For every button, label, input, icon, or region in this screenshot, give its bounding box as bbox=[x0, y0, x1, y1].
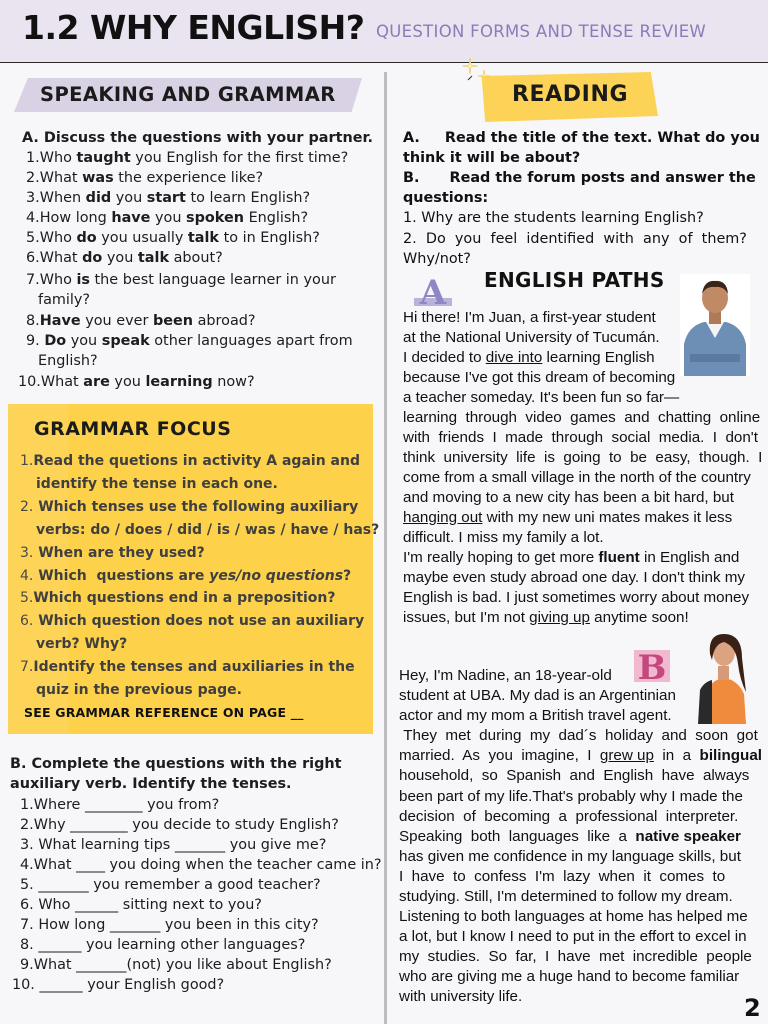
post-b-line: married. As you imagine, I grew up in a bilingual bbox=[399, 747, 762, 764]
fill-item: 5. _______ you remember a good teacher? bbox=[20, 877, 321, 893]
post-b-line: been part of my life.That's probably why I made the bbox=[399, 788, 743, 805]
post-b-line: has given me confidence in my language skills, but bbox=[399, 848, 741, 865]
question-item: 7.Who is the best language learner in your bbox=[26, 272, 336, 288]
fill-item: 3. What learning tips _______ you give me? bbox=[20, 837, 327, 853]
post-b-line: with university life. bbox=[399, 988, 523, 1005]
post-b-line: Listening to both languages at home has helped me bbox=[399, 908, 748, 925]
grammar-item-cont: identify the tense in each one. bbox=[36, 476, 278, 492]
grammar-focus-title: GRAMMAR FOCUS bbox=[34, 418, 232, 440]
section-title-speaking: SPEAKING AND GRAMMAR bbox=[40, 83, 336, 106]
post-b-line: Speaking both languages like a native speaker bbox=[399, 828, 741, 845]
reading-task-a: A. Read the title of the text. What do you bbox=[403, 130, 760, 146]
fill-item: 7. How long _______ you been in this city? bbox=[20, 917, 319, 933]
post-a-line: I'm really hoping to get more fluent in English and bbox=[403, 549, 740, 566]
text-title: ENGLISH PATHS bbox=[484, 268, 665, 292]
activity-a-instruction: A. Discuss the questions with your partner. bbox=[22, 130, 374, 146]
reading-question-cont: Why/not? bbox=[403, 251, 471, 267]
grammar-item: 5.Which questions end in a preposition? bbox=[20, 590, 336, 606]
question-item-cont: family? bbox=[38, 292, 91, 308]
post-b-line: a lot, but I know I need to put in the effort to excel in bbox=[399, 928, 747, 945]
page-subtitle: QUESTION FORMS AND TENSE REVIEW bbox=[376, 22, 707, 41]
fill-item: 10. ______ your English good? bbox=[12, 977, 225, 993]
fill-item: 8. ______ you learning other languages? bbox=[20, 937, 306, 953]
grammar-item: 4. Which questions are yes/no questions? bbox=[20, 568, 352, 584]
grammar-item: 1.Read the quetions in activity A again and bbox=[20, 453, 360, 469]
grammar-item-cont: quiz in the previous page. bbox=[36, 682, 242, 698]
question-item: 1.Who taught you English for the first time? bbox=[26, 150, 349, 166]
grammar-item: 3. When are they used? bbox=[20, 545, 205, 561]
grammar-item: 6. Which question does not use an auxiliary bbox=[20, 613, 365, 629]
reading-question: 2. Do you feel identified with any of them? bbox=[403, 231, 747, 247]
student-photo-juan bbox=[680, 274, 750, 376]
svg-text:B: B bbox=[637, 648, 667, 684]
post-a-line: maybe even study abroad one day. I don't think my bbox=[403, 569, 746, 586]
question-item: 3.When did you start to learn English? bbox=[26, 190, 311, 206]
question-item: 2.What was the experience like? bbox=[26, 170, 264, 186]
post-a-line: English is bad. I just sometimes worry about money bbox=[403, 589, 750, 606]
fill-item: 2.Why ________ you decide to study English? bbox=[20, 817, 339, 833]
post-a-line: Hi there! I'm Juan, a first-year student bbox=[403, 309, 656, 326]
fill-item: 9.What _______(not) you like about English? bbox=[20, 957, 332, 973]
post-a-line: and moving to a new city has been a bit hard, but bbox=[403, 489, 734, 506]
post-a-line: issues, but I'm not giving up anytime soon! bbox=[403, 609, 689, 626]
question-item: 5.Who do you usually talk to in English? bbox=[26, 230, 320, 246]
post-a-line: at the National University of Tucumán. bbox=[403, 329, 660, 346]
post-a-line: a teacher someday. It's been fun so far— bbox=[403, 389, 680, 406]
post-a-line: come from a small village in the north of the country bbox=[403, 469, 751, 486]
post-b-line: decision of becoming a professional interpreter. bbox=[399, 808, 739, 825]
letter-b-icon bbox=[632, 648, 672, 684]
post-b-line: They met during my dad´s holiday and soon got bbox=[399, 727, 758, 744]
question-item: 6.What do you talk about? bbox=[26, 250, 223, 266]
post-b-line: studying. Still, I'm determined to follow my dream. bbox=[399, 888, 733, 905]
question-item: 9. Do you speak other languages apart from bbox=[26, 333, 353, 349]
post-b-line: student at UBA. My dad is an Argentinian bbox=[399, 687, 676, 704]
reading-task-b-cont: questions: bbox=[403, 190, 489, 206]
column-divider bbox=[384, 72, 387, 1024]
activity-b-instruction: B. Complete the questions with the right bbox=[10, 756, 342, 772]
post-a-line: because I've got this dream of becoming bbox=[403, 369, 676, 386]
post-b-line: household, so Spanish and English have always bbox=[399, 767, 750, 784]
activity-b-instruction-cont: auxiliary verb. Identify the tenses. bbox=[10, 776, 292, 792]
question-item: 4.How long have you spoken English? bbox=[26, 210, 309, 226]
reading-question: 1. Why are the students learning English? bbox=[403, 210, 704, 226]
fill-item: 6. Who ______ sitting next to you? bbox=[20, 897, 262, 913]
grammar-reference-note: SEE GRAMMAR REFERENCE ON PAGE __ bbox=[24, 705, 304, 720]
post-b-line: who are giving me a huge hand to become familiar bbox=[399, 968, 740, 985]
grammar-item-cont: verbs: do / does / did / is / was / have / has? bbox=[36, 522, 380, 538]
reading-task-a-cont: think it will be about? bbox=[403, 150, 581, 166]
post-b-line: I have to confess I'm lazy when it comes to bbox=[399, 868, 726, 885]
post-b-line: actor and my mom a British travel agent. bbox=[399, 707, 672, 724]
fill-item: 4.What ____ you doing when the teacher came in? bbox=[20, 857, 382, 873]
reading-task-b: B. Read the forum posts and answer the bbox=[403, 170, 756, 186]
grammar-item: 7.Identify the tenses and auxiliaries in the bbox=[20, 659, 355, 675]
page-title: 1.2 WHY ENGLISH? bbox=[22, 8, 365, 47]
fill-item: 1.Where ________ you from? bbox=[20, 797, 220, 813]
post-a-line: difficult. I miss my family a lot. bbox=[403, 529, 604, 546]
grammar-item: 2. Which tenses use the following auxiliary bbox=[20, 499, 359, 515]
question-item-cont: English? bbox=[38, 353, 98, 369]
section-title-reading: READING bbox=[512, 82, 629, 107]
question-item: 8.Have you ever been abroad? bbox=[26, 313, 256, 329]
post-a-line: I decided to dive into learning English bbox=[403, 349, 655, 366]
post-a-line: hanging out with my new uni mates makes it less bbox=[403, 509, 733, 526]
grammar-item-cont: verb? Why? bbox=[36, 636, 128, 652]
post-b-line: my studies. So far, I have met incredible people bbox=[399, 948, 752, 965]
post-b-line: Hey, I'm Nadine, an 18-year-old bbox=[399, 667, 612, 684]
svg-text:A: A bbox=[419, 274, 447, 308]
student-photo-nadine bbox=[684, 630, 766, 724]
page-number: 2 bbox=[744, 994, 761, 1022]
question-item: 10.What are you learning now? bbox=[18, 374, 255, 390]
post-a-line: with friends I made through social media. I don't bbox=[403, 429, 758, 446]
post-a-line: think university life is going to be easy, though. I bbox=[403, 449, 763, 466]
letter-a-icon bbox=[414, 274, 452, 308]
post-a-line: learning through video games and chatting online bbox=[403, 409, 761, 426]
